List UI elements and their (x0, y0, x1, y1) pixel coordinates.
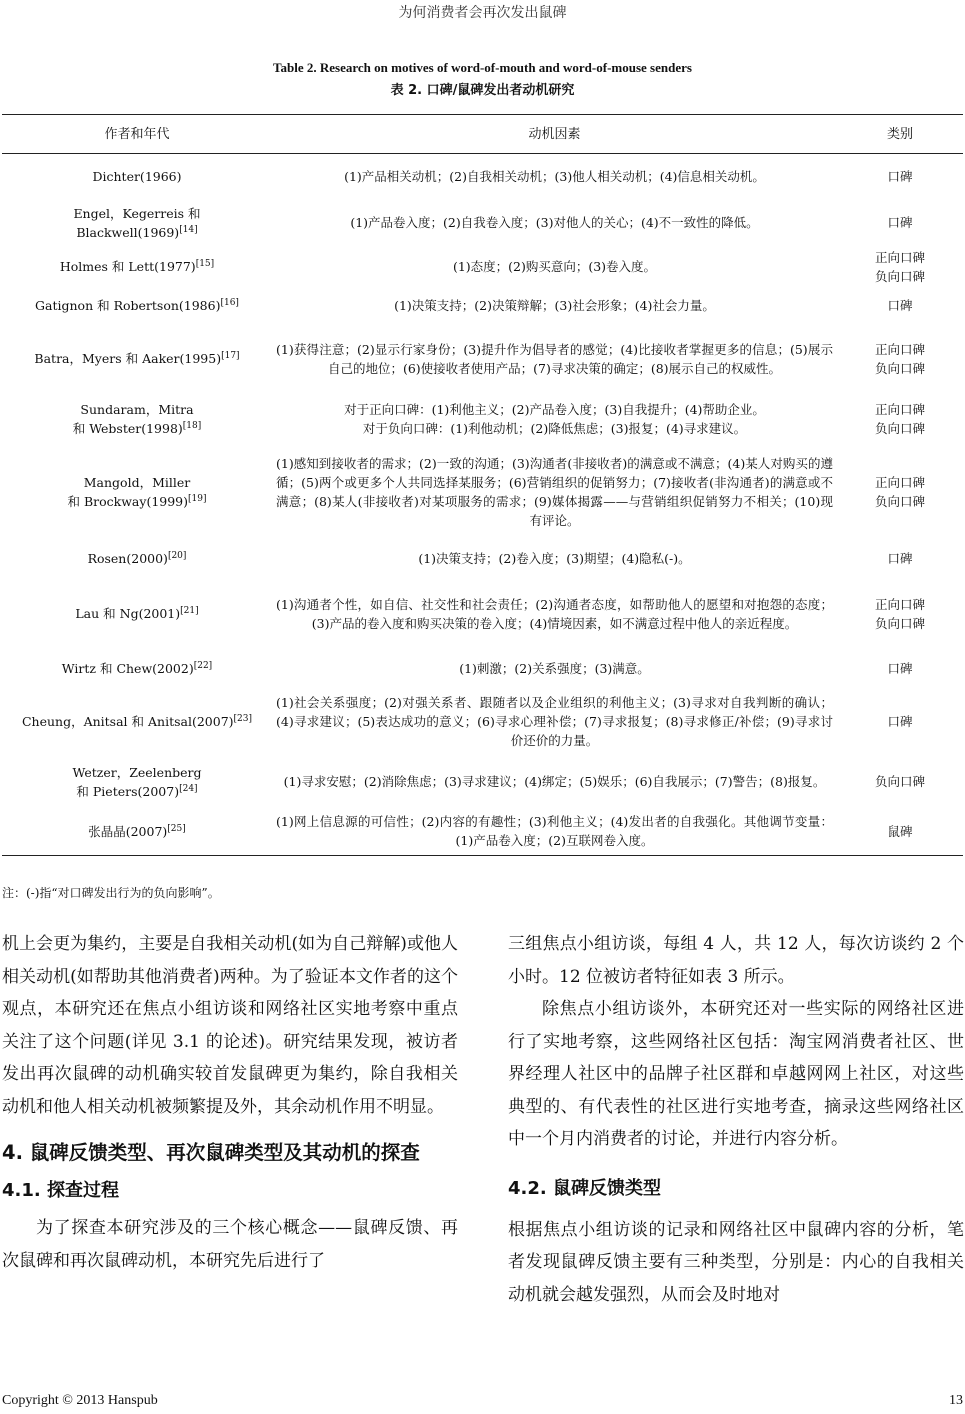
factor-text: (1)社会关系强度；(2)对强关系者、跟随者以及企业组织的利他主义；(3)寻求对自我判断的确认；(4)寻求建议；(5)表达成功的意义；(6)寻求心理补偿；(7)寻求报复；(8)寻求修正/补偿；(9)寻求讨价还价的力量。 (276, 695, 833, 748)
cell-factors (272, 578, 837, 650)
reference-marker: [17] (221, 350, 240, 361)
category-line: 正向口碑 (874, 249, 925, 265)
cell-category (837, 688, 963, 756)
factor-text: (1)感知到接收者的需求；(2)一致的沟通；(3)沟通者(非接收者)的满意或不满意；(4)某人对购买的遵循；(5)两个或更多个人共同选择某服务；(6)营销组织的促销努力；(7)接收者(非沟通者)的满意或不满意；(8)某人(非接收者)对某项服务的需求；(9)媒体揭露——与营销组织促销努力不相关；(10)现有评论。 (276, 456, 833, 528)
factor-line: 对于负向口碑：(1)利他动机；(2)降低焦虑；(3)报复；(4)寻求建议。 (362, 420, 747, 436)
reference-marker: [16] (220, 297, 239, 308)
reference-marker: [24] (179, 783, 198, 794)
table-row (2, 199, 963, 247)
factor-text: (1)态度；(2)购买意向；(3)卷入度。 (452, 259, 657, 274)
factor-text: (1)决策支持；(2)卷入度；(3)期望；(4)隐私(-)。 (418, 551, 691, 566)
cell-factors (272, 154, 837, 199)
reference-marker: [25] (167, 823, 186, 834)
table-row (2, 756, 963, 808)
cell-category (837, 287, 963, 325)
reference-marker: [18] (182, 420, 202, 431)
cell-factors (272, 688, 837, 756)
reference-marker: [23] (233, 713, 253, 724)
cell-factors (272, 756, 837, 808)
cell-factors (272, 325, 837, 393)
table-row (2, 808, 963, 856)
cell-factors (272, 247, 837, 287)
cell-author (2, 247, 272, 287)
author-line: 和 Pieters(2007) (76, 783, 180, 799)
category-line: 负向口碑 (874, 774, 925, 789)
header-category: 类别 (837, 115, 963, 154)
author-line: Holmes 和 Lett(1977) (59, 259, 196, 274)
subsection-heading: 4.2. 鼠碑反馈类型 (508, 1177, 661, 1199)
cell-category (837, 445, 963, 540)
table-caption-zh: 表 2. 口碑/鼠碑发出者动机研究 (390, 83, 575, 98)
category-line: 口碑 (887, 714, 913, 729)
cell-category (837, 154, 963, 199)
author-line: 张晶晶(2007) (88, 823, 168, 839)
category-line: 负向口碑 (874, 360, 925, 376)
subsection-heading: 4.1. 探查过程 (2, 1180, 119, 1201)
cell-author (2, 393, 272, 445)
table-row (2, 325, 963, 393)
table-row (2, 247, 963, 287)
cell-category (837, 199, 963, 247)
section-heading: 4. 鼠碑反馈类型、再次鼠碑类型及其动机的探查 (2, 1141, 420, 1164)
cell-factors (272, 199, 837, 247)
cell-factors (272, 445, 837, 540)
table-row (2, 393, 963, 445)
category-line: 正向口碑 (874, 401, 925, 417)
table-row (2, 650, 963, 688)
cell-factors (272, 650, 837, 688)
factor-line: 对于正向口碑：(1)利他主义；(2)产品卷入度；(3)自我提升；(4)帮助企业。 (344, 401, 765, 417)
cell-author (2, 540, 272, 578)
reference-marker: [19] (188, 493, 207, 504)
category-line: 负向口碑 (874, 494, 925, 509)
author-line: 和 Webster(1998) (72, 420, 183, 436)
cell-category (837, 325, 963, 393)
category-line: 负向口碑 (874, 615, 925, 631)
left-column (2, 928, 458, 1277)
category-line: 正向口碑 (874, 596, 925, 612)
cell-author (2, 445, 272, 540)
author-line: Lau 和 Ng(2001) (75, 606, 181, 621)
table-row (2, 688, 963, 756)
table-row (2, 154, 963, 199)
table-header-row (2, 115, 963, 154)
reference-marker: [15] (195, 258, 215, 269)
paragraph: 除焦点小组访谈外，本研究还对一些实际的网络社区进行了实地考察，这些网络社区包括：淘宝网消费者社区、世界经理人社区中的品牌子社区群和卓越网网上社区，对这些典型的、有代表性的社区进行实地考查，摘录这些网络社区中一个月内消费者的讨论，并进行内容分析。 (508, 999, 964, 1149)
paragraph: 机上会更为集约，主要是自我相关动机(如为自己辩解)或他人相关动机(如帮助其他消费者)两种。为了验证本文作者的这个观点，本研究还在焦点小组访谈和网络社区实地考察中重点关注了这个问题(详见 3.1 的论述)。研究结果发现，被访者发出再次鼠碑的动机确实较首发鼠碑更为集约，除自我相关动机和他人相关动机被频繁提及外，其余动机作用不明显。 (2, 934, 458, 1117)
paragraph: 三组焦点小组访谈，每组 4 人，共 12 人，每次访谈约 2 个小时。12 位被访者特征如表 3 所示。 (508, 934, 964, 987)
factor-text: (1)获得注意；(2)显示行家身份；(3)提升作为倡导者的感觉；(4)比接收者掌握更多的信息；(5)展示自己的地位；(6)使接收者使用产品；(7)寻求决策的确定；(8)展示自己的权威性。 (276, 341, 833, 376)
category-line: 正向口碑 (874, 341, 925, 357)
table-caption-en: Table 2. Research on motives of word-of-mouth and word-of-mouse senders (273, 60, 692, 75)
category-line: 口碑 (887, 298, 913, 313)
factor-text: (1)寻求安慰；(2)消除焦虑；(3)寻求建议；(4)绑定；(5)娱乐；(6)自我展示；(7)警告；(8)报复。 (283, 774, 826, 789)
reference-marker: [20] (167, 550, 187, 561)
cell-factors (272, 540, 837, 578)
cell-category (837, 808, 963, 856)
category-line: 鼠碑 (887, 823, 913, 839)
author-line: 和 Brockway(1999) (67, 494, 189, 509)
cell-category (837, 247, 963, 287)
cell-factors (272, 808, 837, 856)
paragraph: 为了探查本研究涉及的三个核心概念——鼠碑反馈、再次鼠碑和再次鼠碑动机，本研究先后进行了 (2, 1218, 458, 1271)
author-line: Engel，Kegerreis 和 (73, 205, 201, 221)
cell-author (2, 688, 272, 756)
table-body (2, 154, 963, 856)
author-line: Batra，Myers 和 Aaker(1995) (34, 351, 222, 366)
table-row (2, 287, 963, 325)
category-line: 正向口碑 (874, 475, 925, 490)
author-line: Gatignon 和 Robertson(1986) (35, 298, 221, 313)
header-factors: 动机因素 (272, 115, 837, 154)
reference-marker: [22] (193, 660, 213, 671)
table-row (2, 578, 963, 650)
cell-factors (272, 287, 837, 325)
author-line: Rosen(2000) (87, 551, 168, 566)
factor-text: (1)产品相关动机；(2)自我相关动机；(3)他人相关动机；(4)信息相关动机。 (344, 168, 765, 184)
author-line: Wetzer，Zeelenberg (72, 764, 202, 780)
cell-factors (272, 393, 837, 445)
cell-category (837, 650, 963, 688)
author-line: Dichter(1966) (92, 168, 182, 184)
cell-author (2, 287, 272, 325)
header-author: 作者和年代 (2, 115, 272, 154)
author-line: Mangold，Miller (83, 475, 191, 490)
footer-copyright: Copyright © 2013 Hanspub (2, 1393, 158, 1408)
category-line: 口碑 (887, 168, 913, 184)
cell-author (2, 650, 272, 688)
paragraph: 根据焦点小组访谈的记录和网络社区中鼠碑内容的分析，笔者发现鼠碑反馈主要有三种类型，分别是：内心的自我相关动机就会越发强烈，从而会及时地对 (508, 1219, 964, 1305)
factor-text: (1)网上信息源的可信性；(2)内容的有趣性；(3)利他主义；(4)发出者的自我强化。其他调节变量：(1)产品卷入度；(2)互联网卷入度。 (276, 814, 833, 849)
author-line: Sundaram，Mitra (80, 401, 194, 417)
factor-text: (1)产品卷入度；(2)自我卷入度；(3)对他人的关心；(4)不一致性的降低。 (350, 215, 759, 230)
cell-author (2, 578, 272, 650)
author-line: Cheung，Anitsal 和 Anitsal(2007) (21, 714, 234, 729)
cell-author (2, 154, 272, 199)
table-note: 注：(-)指“对口碑发出行为的负向影响”。 (2, 886, 220, 900)
cell-category (837, 393, 963, 445)
category-line: 负向口碑 (874, 420, 925, 436)
cell-author (2, 199, 272, 247)
cell-category (837, 540, 963, 578)
factor-text: (1)沟通者个性，如自信、社交性和社会责任；(2)沟通者态度，如帮助他人的愿望和对抱怨的态度；(3)产品的卷入度和购买决策的卷入度；(4)情境因素，如不满意过程中他人的亲近程度。 (276, 596, 833, 631)
cell-author (2, 325, 272, 393)
reference-marker: [14] (179, 224, 198, 235)
motives-table (2, 114, 963, 856)
running-head: 为何消费者会再次发出鼠碑 (398, 5, 567, 21)
category-line: 口碑 (887, 215, 913, 230)
cell-author (2, 756, 272, 808)
right-column (508, 928, 964, 1311)
cell-author (2, 808, 272, 856)
table-row (2, 445, 963, 540)
cell-category (837, 756, 963, 808)
page-number: 13 (949, 1393, 963, 1408)
category-line: 负向口碑 (874, 268, 925, 284)
category-line: 口碑 (887, 661, 913, 676)
category-line: 口碑 (887, 551, 913, 566)
reference-marker: [21] (180, 605, 199, 616)
factor-text: (1)决策支持；(2)决策辩解；(3)社会形象；(4)社会力量。 (394, 298, 715, 313)
cell-category (837, 578, 963, 650)
author-line: Blackwell(1969) (76, 224, 180, 240)
table-row (2, 540, 963, 578)
factor-text: (1)刺激；(2)关系强度；(3)满意。 (459, 661, 650, 676)
author-line: Wirtz 和 Chew(2002) (61, 661, 194, 676)
